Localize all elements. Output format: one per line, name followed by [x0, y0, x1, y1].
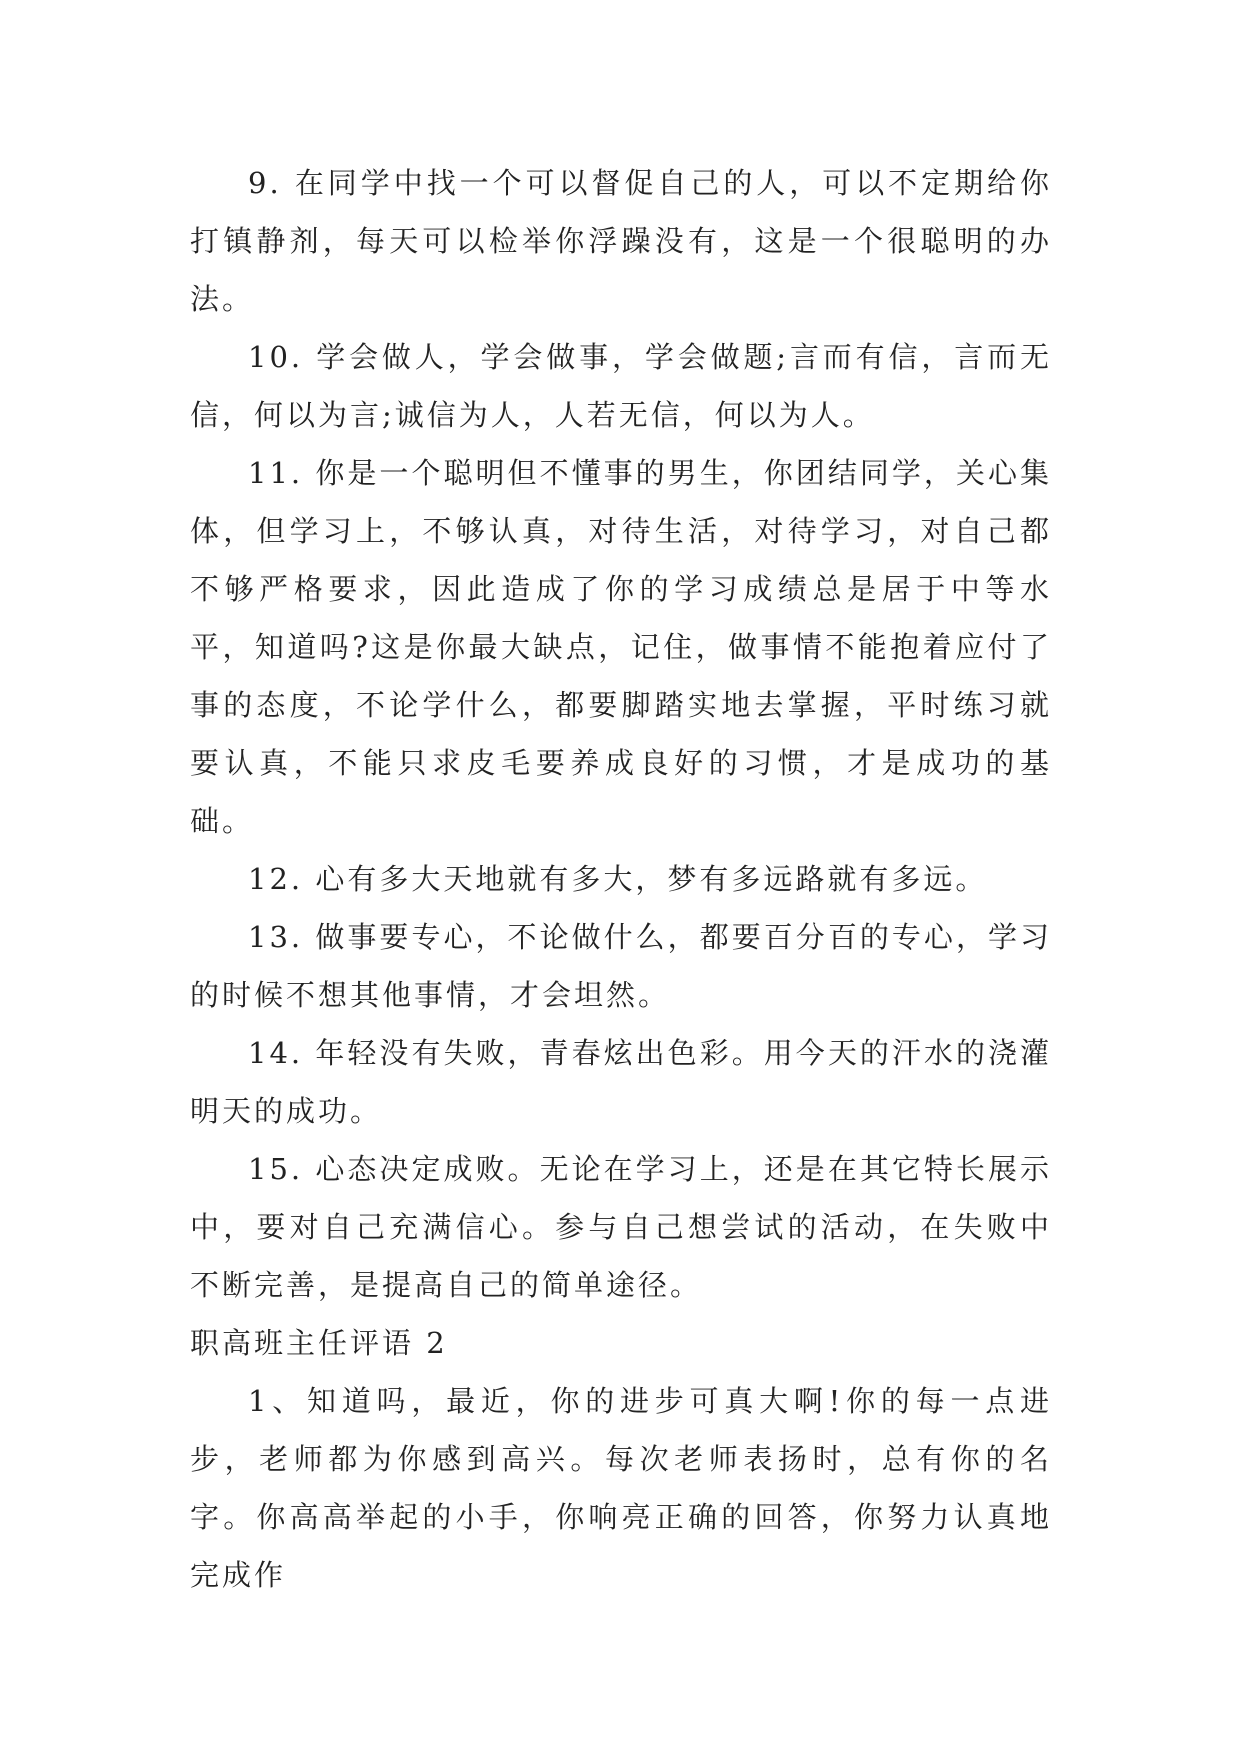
paragraph-item-13: 13. 做事要专心，不论做什么，都要百分百的专心，学习的时候不想其他事情，才会坦然。 — [190, 920, 1052, 1012]
paragraph-item-b1: 1、知道吗，最近，你的进步可真大啊!你的每一点进步，老师都为你感到高兴。每次老师表扬时，总有你的名字。你高高举起的小手，你响亮正确的回答，你努力认真地完成作 — [190, 1384, 1052, 1592]
section-heading: 职高班主任评语 2 — [190, 1326, 448, 1360]
paragraph-item-15: 15. 心态决定成败。无论在学习上，还是在其它特长展示中，要对自己充满信心。参与自己想尝试的活动，在失败中不断完善，是提高自己的简单途径。 — [190, 1152, 1052, 1302]
paragraph-item-14: 14. 年轻没有失败，青春炫出色彩。用今天的汗水的浇灌明天的成功。 — [190, 1036, 1052, 1128]
document-page — [190, 154, 1052, 1604]
paragraph-item-11: 11. 你是一个聪明但不懂事的男生，你团结同学，关心集体，但学习上，不够认真，对待生活，对待学习，对自己都不够严格要求，因此造成了你的学习成绩总是居于中等水平，知道吗?这是你最大缺点，记住，做事情不能抱着应付了事的态度，不论学什么，都要脚踏实地去掌握，平时练习就要认真，不能只求皮毛要养成良好的习惯，才是成功的基础。 — [190, 456, 1052, 838]
paragraph-item-10: 10. 学会做人，学会做事，学会做题;言而有信，言而无信，何以为言;诚信为人，人若无信，何以为人。 — [190, 340, 1053, 432]
paragraph-item-9: 9. 在同学中找一个可以督促自己的人，可以不定期给你打镇静剂，每天可以检举你浮躁没有，这是一个很聪明的办法。 — [190, 166, 1052, 316]
paragraph-item-12: 12. 心有多大天地就有多大，梦有多远路就有多远。 — [248, 862, 988, 896]
